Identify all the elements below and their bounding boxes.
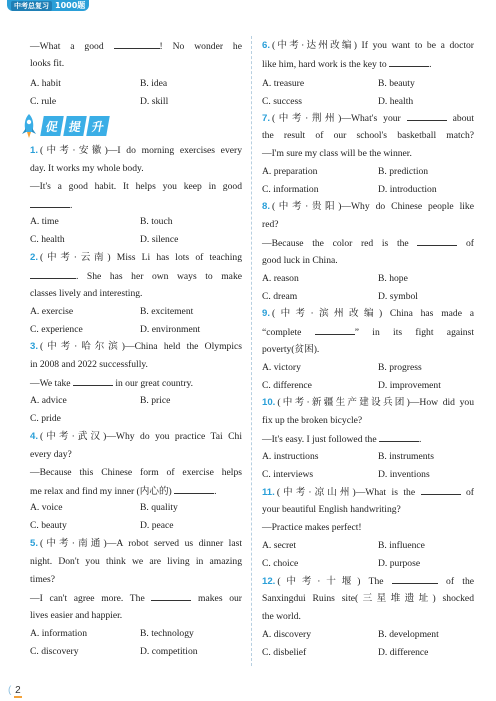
option: B. quality [140,502,178,513]
question-line: poverty(贫困). [262,344,320,355]
option: C. information [262,184,319,195]
question-line [262,326,474,339]
option: B. beauty [378,78,415,89]
text: “complete [262,327,315,338]
option: A. reason [262,273,299,284]
question-1 [30,145,242,157]
text: of [460,487,474,498]
text: ” in its fight against [354,327,474,338]
answer-blank [389,58,429,67]
question-line [30,485,217,498]
section-banner [18,113,111,139]
option: C. interviews [262,469,314,480]
option: C. choice [262,558,299,569]
text: (中考·云南) Miss Li has lots of teaching [40,252,242,263]
question-line: red? [262,219,279,230]
text: (中考·十堰) The [277,576,392,587]
option: D. peace [140,520,174,531]
option: B. touch [140,216,173,227]
option: C. success [262,96,302,107]
option: A. advice [30,395,67,406]
option: B. idea [140,78,168,89]
page-number [8,685,22,696]
question-5 [30,538,242,550]
text: (中考·安徽)—I do morning exercises every [40,145,242,156]
option: A. information [30,628,88,639]
answer-blank [421,486,461,495]
text: (中考·贵阳)—Why do Chinese people like [272,201,474,212]
question-line: looks fit. [30,58,65,69]
question-number: 11. [262,487,275,498]
option: D. health [378,96,414,107]
question-line: —Practice makes perfect! [262,522,362,533]
question-2 [30,252,242,264]
question-8 [262,201,474,213]
text: (中考·哈尔滨)—China held the Olympics [40,341,242,352]
text: (中考·凉山州)—What is the [276,487,421,498]
option: C. discovery [30,646,79,657]
question-10 [262,397,474,409]
question-line [30,377,193,390]
header-badge-count: 1000题 [55,1,86,10]
option: C. beauty [30,520,67,531]
question-7 [262,112,474,125]
option: A. discovery [262,629,312,640]
text: me relax and find my inner (内心的) [30,486,175,497]
option: B. price [140,395,171,406]
option: B. instruments [378,451,434,462]
text: of [457,238,474,249]
question-line: your beautiful English handwriting? [262,504,401,515]
question-line: times? [30,574,56,585]
option: D. purpose [378,558,421,569]
answer-blank [315,326,355,335]
header-badge [7,0,89,11]
question-line: —Because this Chinese form of exercise helps [30,467,242,478]
question-line: night. Don't you think we are living in amazing [30,556,242,567]
text: . [429,59,432,70]
question-number: 8. [262,201,271,212]
option: A. time [30,216,59,227]
rocket-icon [18,113,40,139]
text: (中考·达州改编) If you want to be a doctor [272,40,474,51]
text: (中考·滨州改编) China has made a [272,308,474,319]
question-number: 3. [30,341,39,352]
option: C. difference [262,380,312,391]
text: (中考·荆州)—What's your [272,113,407,124]
page-number-value: 2 [15,685,21,696]
question-line [30,270,242,283]
option: D. competition [140,646,198,657]
question-line: . [30,199,72,212]
question-12 [262,575,474,588]
question-number: 7. [262,113,271,124]
text: . She has her own ways to make [76,271,242,282]
question-line: classes lively and interesting. [30,288,143,299]
option: A. habit [30,78,61,89]
text: . [214,486,217,497]
question-line: lives easier and happier. [30,610,123,621]
section-char: 促 [40,116,64,136]
option: D. environment [140,324,201,335]
option: B. excitement [140,306,194,317]
option: B. prediction [378,166,429,177]
option: B. technology [140,628,194,639]
option: D. skill [140,96,169,107]
column-divider [251,36,252,666]
option: A. treasure [262,78,305,89]
section-char: 提 [63,116,87,136]
answer-blank [407,112,447,121]
option: B. influence [378,540,425,551]
option: D. inventions [378,469,430,480]
option: D. symbol [378,291,418,302]
question-number: 4. [30,431,39,442]
text: makes our [191,593,242,604]
answer-blank [379,433,419,442]
question-line: the world. [262,611,301,622]
option: A. secret [262,540,297,551]
answer-blank [151,592,191,601]
option: A. victory [262,362,301,373]
option: A. instructions [262,451,319,462]
text: (中考·新疆生产建设兵团)—How did you [277,397,474,408]
answer-blank [174,485,214,494]
question-11 [262,486,474,499]
text: (中考·武汉)—Why do you practice Tai Chi [40,431,242,442]
question-line [262,237,474,250]
question-number: 2. [30,252,39,263]
option: D. improvement [378,380,441,391]
section-title [42,116,111,136]
answer-blank [73,377,113,386]
option: D. silence [140,234,179,245]
header-badge-series: 中考总复习 [11,1,52,11]
answer-blank [114,40,160,49]
text: . [419,434,422,445]
question-number: 10. [262,397,276,408]
question-number: 12. [262,576,276,587]
question-line: Sanxingdui Ruins site(三星堆遗址) shocked [262,593,474,604]
question-line [30,592,242,605]
question-line: day. It works my whole body. [30,163,144,174]
section-char: 升 [86,116,110,136]
answer-blank [392,575,438,584]
text: —Because the color red is the [262,238,418,249]
question-6 [262,40,474,52]
text: ! No wonder he [159,41,242,52]
question-line: —It's a good habit. It helps you keep in good [30,181,242,192]
question-3 [30,341,242,353]
option: C. experience [30,324,83,335]
option: C. disbelief [262,647,307,658]
question-line: —I'm sure my class will be the winner. [262,148,412,159]
text: like him, hard work is the key to [262,59,390,70]
text: in our great country. [112,378,194,389]
page-number-bracket: ( [8,685,12,696]
answer-blank [30,199,70,208]
question-line: the result of our school's basketball match? [262,130,474,141]
text: —What a good [30,41,114,52]
option: C. health [30,234,65,245]
question-9 [262,308,474,320]
text: —It's easy. I just followed the [262,434,380,445]
text: —I can't agree more. The [30,593,152,604]
question-number: 1. [30,145,39,156]
question-number: 5. [30,538,39,549]
option: A. preparation [262,166,318,177]
option: B. progress [378,362,422,373]
question-line: fix up the broken bicycle? [262,415,363,426]
option: B. hope [378,273,408,284]
question-line: in 2008 and 2022 successfully. [30,359,148,370]
question-number: 9. [262,308,271,319]
text: (中考·南通)—A robot served us dinner last [40,538,242,549]
text: —We take [30,378,73,389]
option: A. exercise [30,306,74,317]
question-line: good luck in China. [262,255,338,266]
answer-blank [417,237,457,246]
option: D. difference [378,647,429,658]
option: B. development [378,629,439,640]
question-line [262,58,432,71]
question-line: every day? [30,449,72,460]
option: C. dream [262,291,298,302]
question-line [30,40,242,53]
option: C. pride [30,413,61,424]
answer-blank [30,270,76,279]
option: C. rule [30,96,57,107]
question-number: 6. [262,40,271,51]
text: about [446,113,474,124]
question-line [262,433,421,446]
option: D. introduction [378,184,437,195]
question-4 [30,431,242,443]
text: of the [437,576,474,587]
option: A. voice [30,502,63,513]
